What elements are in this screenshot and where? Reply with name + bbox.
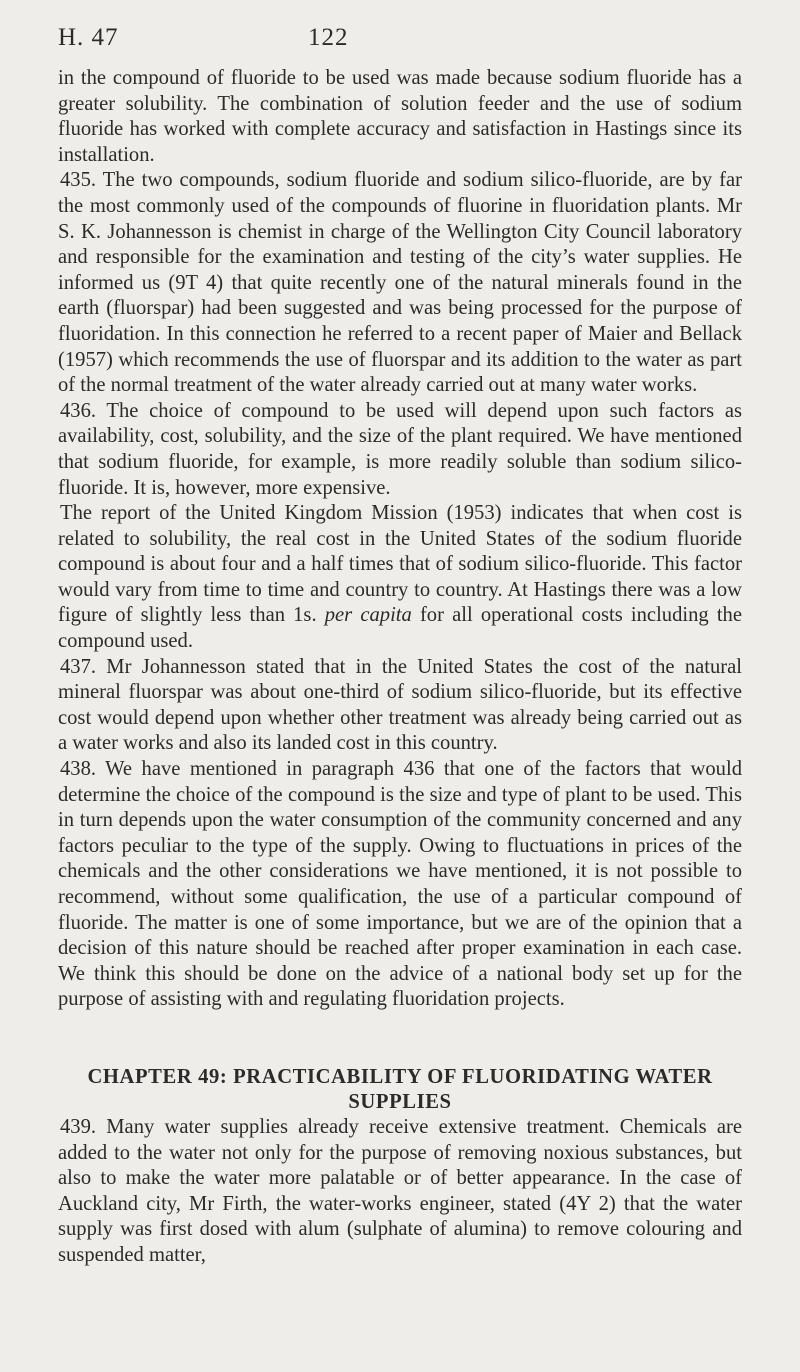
page-header	[58, 18, 742, 66]
paragraph-continuation: in the compound of fluoride to be used was made because sodium fluoride has a greater solubility. The combination of solution feeder and the use of sodium fluoride has worked with complete accuracy and satisfaction in Hastings since its installation.	[58, 67, 742, 166]
italic-text: per capita	[324, 604, 412, 627]
paragraph-435: 435. The two compounds, sodium fluoride and sodium silico-fluoride, are by far the most commonly used of the compounds of fluorine in fluoridation plants. Mr S. K. Johannesson is chemist in charge of the Wellington City Council laboratory and responsible for the examination and testing of the city’s water supplies. He informed us (9T 4) that quite recently one of the natural minerals found in the earth (fluorspar) had been suggested and was being processed for the purpose of fluoridation. In this connection he referred to a recent paper of Maier and Bellack (1957) which recommends the use of fluorspar and its addition to the water as part of the normal treatment of the water already carried out at many water works.	[58, 169, 742, 397]
paragraph-438: 438. We have mentioned in paragraph 436 that one of the factors that would determine the choice of the compound is the size and type of plant to be used. This in turn depends upon the water consumption of the community concerned and any factors peculiar to the type of the supply. Owing to fluctuations in prices of the chemicals and the other considerations we have mentioned, it is not possible to recommend, without some qualification, the use of a particular compound of fluoride. The matter is one of some importance, but we are of the opinion that a decision of this nature should be reached after proper examination in each case. We think this should be done on the advice of a national body set up for the purpose of assisting with and regulating fluoridation projects.	[58, 758, 742, 1011]
paragraph-text: The report of the United Kingdom Mission (1953) indicates that when cost is related to solubility, the real cost in the United States of the sodium fluoride compound is about four and a half times that of sodium silico-fluoride. This factor would vary from time to time and country to country. At Hastings there was a low figure of slightly less than 1s.	[58, 502, 742, 627]
paragraph-436: 436. The choice of compound to be used will depend upon such factors as availability, cost, solubility, and the size of the plant required. We have mentioned that sodium fluoride, for example, is more readily soluble than sodium silico-fluoride. It is, however, more expensive.	[58, 399, 742, 499]
paragraph-436-continued	[58, 501, 742, 655]
paragraph-437: 437. Mr Johannesson stated that in the United States the cost of the natural mineral fluorspar was about one-third of sodium silico-fluoride, but its effective cost would depend upon whether other treatment was already being carried out as a water works and also its landed cost in this country.	[58, 655, 742, 755]
paragraph-439: 439. Many water supplies already receive extensive treatment. Chemicals are added to the water not only for the purpose of removing noxious substances, but also to make the water more palatable or of better appearance. In the case of Auckland city, Mr Firth, the water-works engineer, stated (4Y 2) that the water supply was first dosed with alum (sulphate of alumina) to remove colouring and suspended matter,	[58, 1115, 742, 1266]
document-reference: H. 47	[58, 24, 119, 51]
chapter-heading: CHAPTER 49: PRACTICABILITY OF FLUORIDATING WATER SUPPLIES	[87, 1065, 713, 1113]
page-number: 122	[308, 24, 349, 51]
paragraph-text: for all operational costs including the compound used.	[58, 604, 742, 653]
